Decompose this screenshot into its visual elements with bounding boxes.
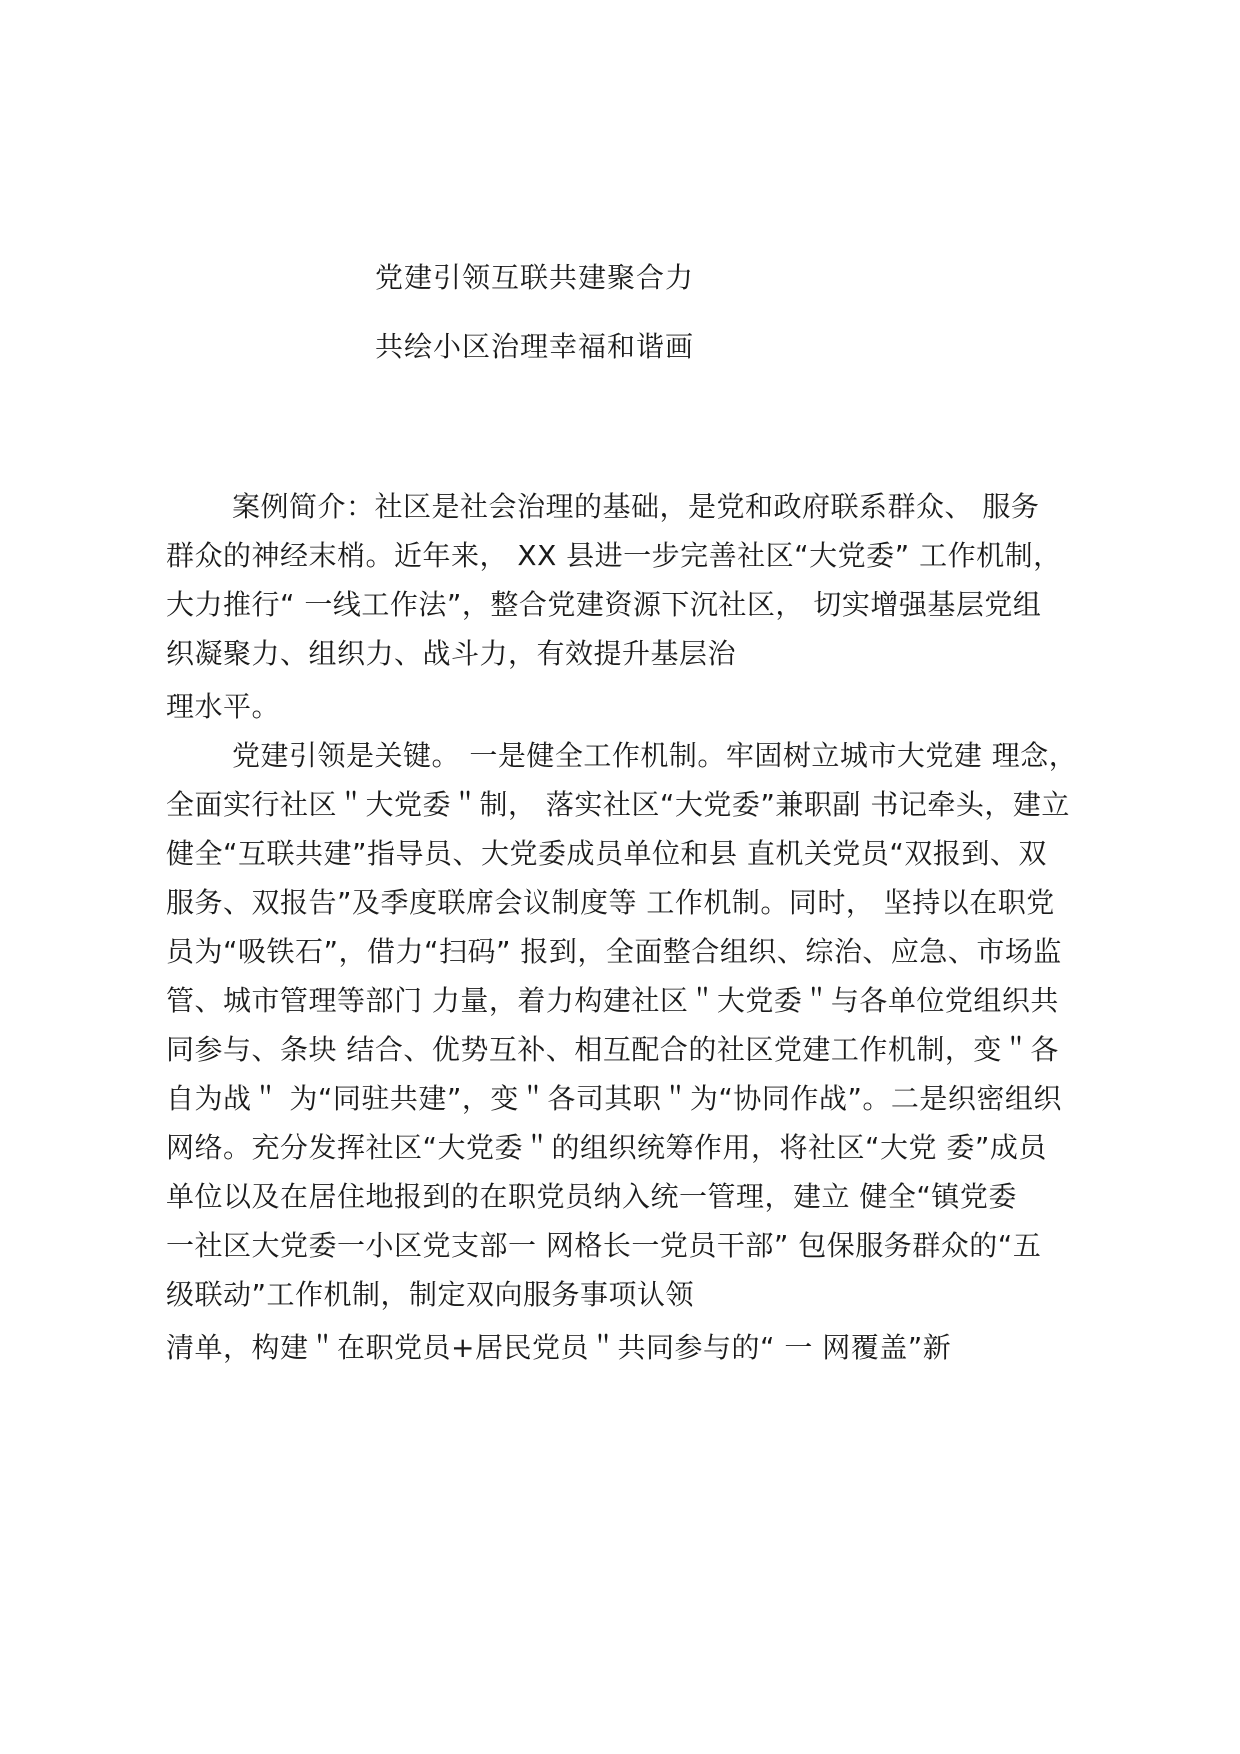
paragraph-party-building xyxy=(166,739,1126,1365)
text-line: 全面实行社区＂大党委＂制， 落实社区“大党委”兼职副 书记牵头，建立 xyxy=(166,788,1070,821)
text-line: 清单，构建＂在职党员+居民党员＂共同参与的“ 一 网覆盖”新 xyxy=(166,1331,952,1364)
text-line: 织凝聚力、组织力、战斗力，有效提升基层治 xyxy=(166,637,737,670)
text-line: 同参与、条块 结合、优势互补、相互配合的社区党建工作机制，变＂各 xyxy=(166,1033,1059,1066)
text-line: 管、城市管理等部门 力量，着力构建社区＂大党委＂与各单位党组织共 xyxy=(166,984,1059,1017)
document-body xyxy=(166,490,1126,1380)
text-line: 健全“互联共建”指导员、大党委成员单位和县 直机关党员“双报到、双 xyxy=(166,837,1047,870)
text-line: 自为战＂ 为“同驻共建”，变＂各司其职＂为“协同作战”。二是织密组织 xyxy=(166,1082,1062,1115)
text-line: 案例简介：社区是社会治理的基础，是党和政府联系群众、 服务 xyxy=(232,490,1040,523)
text-line: 单位以及在居住地报到的在职党员纳入统一管理，建立 健全“镇党委 xyxy=(166,1180,1017,1213)
text-line: 服务、双报告”及季度联席会议制度等 工作机制。同时， 坚持以在职党 xyxy=(166,886,1055,919)
text-line: 级联动”工作机制，制定双向服务事项认领 xyxy=(166,1278,695,1311)
text-line: 党建引领是关键。 一是健全工作机制。牢固树立城市大党建 理念， xyxy=(232,739,1078,772)
text-line: 群众的神经末梢。近年来， XX 县进一步完善社区“大党委” 工作机制， xyxy=(166,539,1062,572)
text-line: 员为“吸铁石”，借力“扫码” 报到，全面整合组织、综治、应急、市场监 xyxy=(166,935,1062,968)
text-line: 理水平。 xyxy=(166,690,281,723)
text-line: 大力推行“ 一线工作法”，整合党建资源下沉社区， 切实增强基层党组 xyxy=(166,588,1042,621)
title-line-2: 共绘小区治理幸福和谐画 xyxy=(375,330,695,363)
title-line-1: 党建引领互联共建聚合力 xyxy=(375,261,695,294)
text-line: 一社区大党委一小区党支部一 网格长一党员干部” 包保服务群众的“五 xyxy=(166,1229,1042,1262)
text-line: 网络。充分发挥社区“大党委＂的组织统筹作用，将社区“大党 委”成员 xyxy=(166,1131,1047,1164)
paragraph-case-summary xyxy=(166,490,1126,724)
document-title xyxy=(375,262,975,400)
